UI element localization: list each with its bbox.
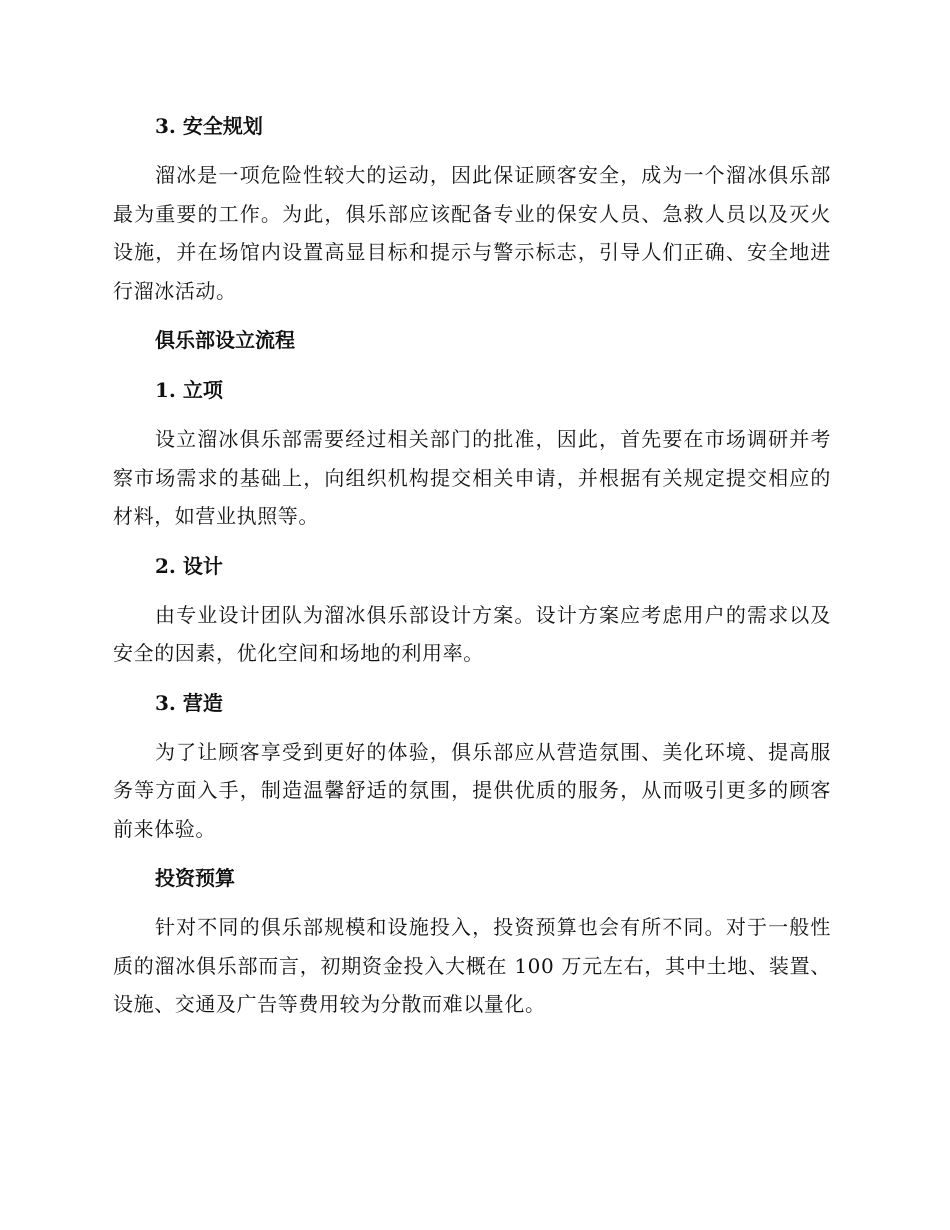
paragraph-step3: 为了让顾客享受到更好的体验，俱乐部应从营造氛围、美化环境、提高服务等方面入手，制造温馨舒适的氛围，提供优质的服务，从而吸引更多的顾客前来体验。 [113, 739, 831, 841]
paragraph-step2: 由专业设计团队为溜冰俱乐部设计方案。设计方案应考虑用户的需求以及安全的因素，优化空间和场地的利用率。 [113, 602, 831, 665]
section-heading-step3: 3. 营造 [155, 690, 223, 715]
section-heading-safety: 3. 安全规划 [155, 114, 263, 138]
section-heading-step2: 2. 设计 [155, 553, 223, 578]
paragraph-safety: 溜冰是一项危险性较大的运动，因此保证顾客安全，成为一个溜冰俱乐部最为重要的工作。为此，俱乐部应该配备专业的保安人员、急救人员以及灭火设施，并在场馆内设置高显目标和提示与警示标志，引导人们正确、安全地进行溜冰活动。 [113, 163, 831, 303]
paragraph-step1: 设立溜冰俱乐部需要经过相关部门的批准，因此，首先要在市场调研并考察市场需求的基础上，向组织机构提交相关申请，并根据有关规定提交相应的材料，如营业执照等。 [113, 427, 831, 528]
section-heading-step1: 1. 立项 [155, 378, 223, 402]
document-page [113, 106, 831, 1034]
paragraph-budget: 针对不同的俱乐部规模和设施投入，投资预算也会有所不同。对于一般性质的溜冰俱乐部而言，初期资金投入大概在 100 万元左右，其中土地、装置、设施、交通及广告等费用较为分散而难以量化。 [113, 915, 831, 1016]
section-heading-process: 俱乐部设立流程 [155, 328, 295, 352]
section-heading-budget: 投资预算 [155, 866, 235, 890]
